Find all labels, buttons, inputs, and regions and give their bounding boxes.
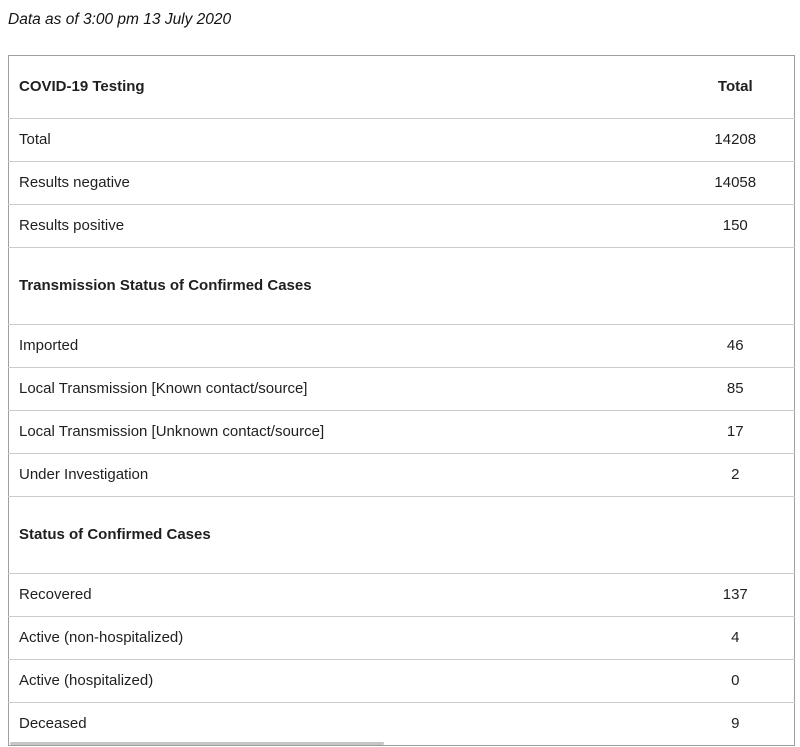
data-as-of-note: Data as of 3:00 pm 13 July 2020 [8, 11, 232, 28]
section-header-row [9, 248, 795, 325]
section-heading-spacer [677, 248, 795, 325]
table-row [9, 574, 795, 617]
table-header-row [9, 56, 795, 119]
row-label: Active (hospitalized) [9, 660, 677, 703]
row-value: 85 [677, 368, 795, 411]
table-row [9, 454, 795, 497]
row-label: Results negative [9, 162, 677, 205]
row-value: 0 [677, 660, 795, 703]
row-label: Results positive [9, 205, 677, 248]
section-heading: Status of Confirmed Cases [9, 497, 677, 574]
row-value: 2 [677, 454, 795, 497]
row-value: 150 [677, 205, 795, 248]
horizontal-scrollbar-thumb[interactable] [10, 742, 384, 745]
table-row [9, 205, 795, 248]
row-label: Local Transmission [Known contact/source] [9, 368, 677, 411]
row-value: 14058 [677, 162, 795, 205]
row-label: Active (non-hospitalized) [9, 617, 677, 660]
row-label: Under Investigation [9, 454, 677, 497]
row-value: 17 [677, 411, 795, 454]
total-column-header: Total [717, 78, 753, 95]
table-row [9, 411, 795, 454]
section-heading-spacer [677, 497, 795, 574]
row-value: 14208 [677, 119, 795, 162]
table-row [9, 617, 795, 660]
table-row [9, 660, 795, 703]
row-value: 46 [677, 325, 795, 368]
table-row [9, 119, 795, 162]
section-header-row [9, 497, 795, 574]
row-label: Deceased [9, 703, 677, 746]
table-row [9, 368, 795, 411]
table-row [9, 325, 795, 368]
row-value: 137 [677, 574, 795, 617]
table-row [9, 703, 795, 746]
covid-testing-table [8, 55, 795, 746]
table-title: COVID-19 Testing [19, 78, 145, 95]
section-heading: Transmission Status of Confirmed Cases [9, 248, 677, 325]
table-row [9, 162, 795, 205]
row-label: Recovered [9, 574, 677, 617]
row-value: 9 [677, 703, 795, 746]
row-label: Imported [9, 325, 677, 368]
row-label: Total [9, 119, 677, 162]
row-value: 4 [677, 617, 795, 660]
row-label: Local Transmission [Unknown contact/source] [9, 411, 677, 454]
